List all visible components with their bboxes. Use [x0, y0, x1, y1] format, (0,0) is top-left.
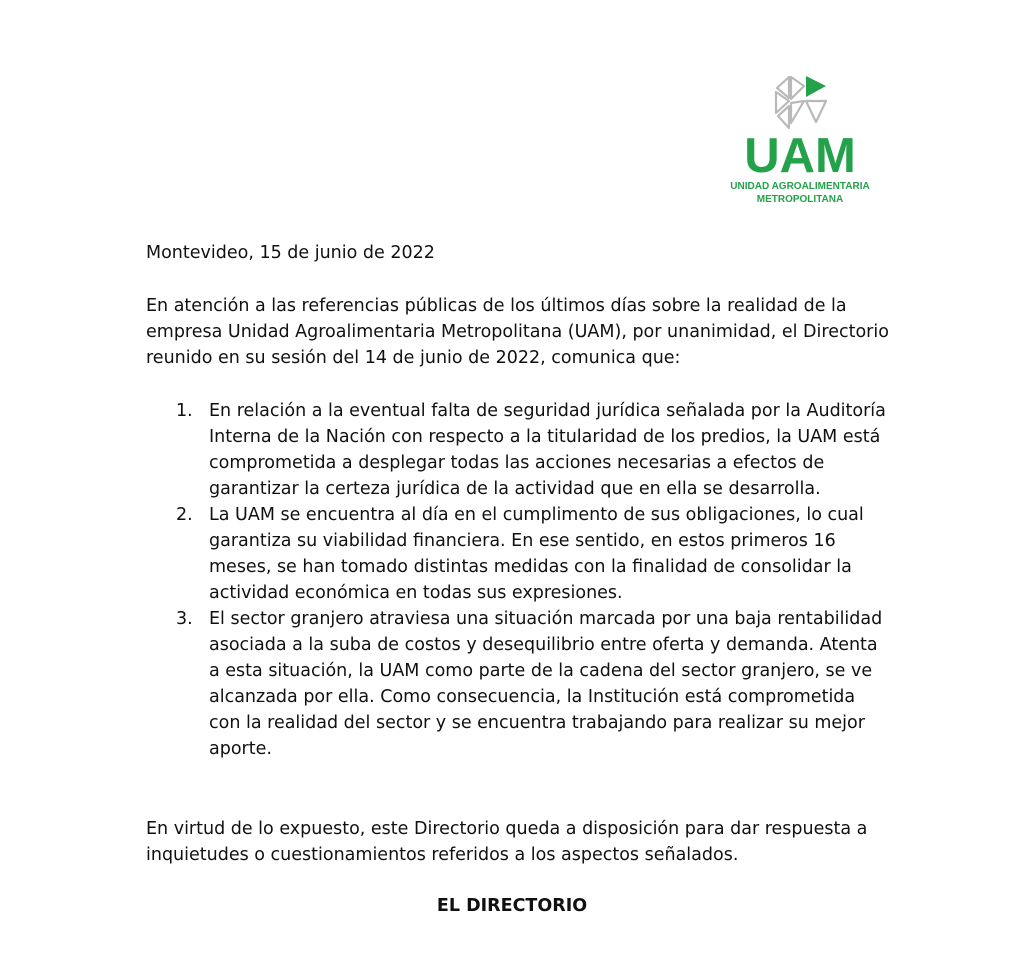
list-item-1: [146, 398, 891, 502]
uam-hexagon-logo-icon: [773, 70, 829, 132]
signature: EL DIRECTORIO: [436, 896, 588, 916]
logo-title: UAM: [744, 129, 856, 183]
uam-logo: [725, 66, 875, 212]
logo-subtitle-line-1: UNIDAD AGROALIMENTARIA: [730, 181, 870, 192]
intro-paragraph: En atención a las referencias públicas de los últimos días sobre la realidad de la empresa Unidad Agroalimentaria Metropolitana (UAM), por unanimidad, el Directorio reunido en su sesión del 14 de junio de 2022, comunica que:: [146, 296, 889, 368]
list-item-text: En relación a la eventual falta de seguridad jurídica señalada por la Auditoría Interna de la Nación con respecto a la titularidad de los predios, la UAM está comprometida a desplegar todas las acciones necesarias a efectos de garantizar la certeza jurídica de la actividad que en ella se desarrolla.: [209, 401, 886, 499]
date-line: Montevideo, 15 de junio de 2022: [146, 243, 435, 263]
list-item-text: El sector granjero atraviesa una situación marcada por una baja rentabilidad asociada a la suba de costos y desequilibrio entre oferta y demanda. Atenta a esta situación, la UAM como parte de la cadena del sector granjero, se ve alcanzada por ella. Como consecuencia, la Institución está comprometida con la realidad del sector y se encuentra trabajando para realizar su mejor aporte.: [209, 609, 883, 759]
list-item-3: [146, 606, 891, 762]
list-item-text: La UAM se encuentra al día en el cumplimento de sus obligaciones, lo cual garantiza su viabilidad financiera. En ese sentido, en estos primeros 16 meses, se han tomado distintas medidas con la finalidad de consolidar la actividad económica en todas sus expresiones.: [209, 505, 864, 603]
list-item-number: 3.: [176, 609, 193, 629]
logo-subtitle-line-2: METROPOLITANA: [756, 194, 844, 205]
closing-paragraph: En virtud de lo expuesto, este Directorio queda a disposición para dar respuesta a inquietudes o cuestionamientos referidos a los aspectos señalados.: [146, 819, 868, 865]
list-item-number: 2.: [176, 505, 193, 525]
list-item-2: [146, 502, 891, 606]
list-item-number: 1.: [176, 401, 193, 421]
numbered-list: [146, 398, 891, 762]
